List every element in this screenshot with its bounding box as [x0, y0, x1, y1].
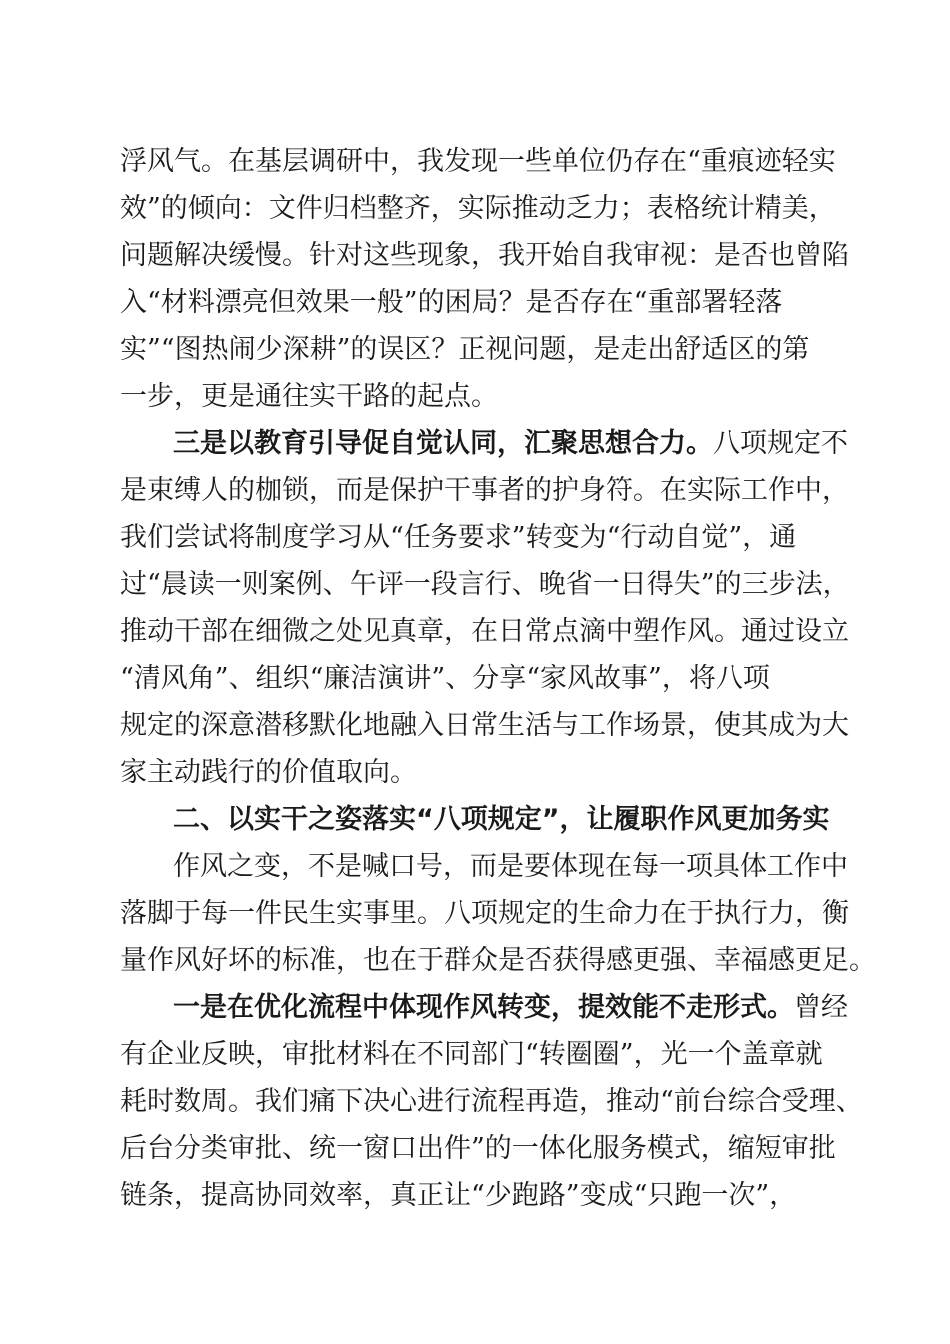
body-text: 曾经: [794, 992, 848, 1023]
bold-lead-sentence: 一是在优化流程中体现作风转变，提效能不走形式。: [173, 992, 794, 1023]
body-line: 量作风好坏的标准，也在于群众是否获得感更强、幸福感更足。: [120, 945, 876, 976]
body-line: 浮风气。在基层调研中，我发现一些单位仍存在“重痕迹轻实: [120, 146, 836, 177]
body-line: 后台分类审批、统一窗口出件”的一体化服务模式，缩短审批: [120, 1133, 836, 1164]
body-line: 链条，提高协同效率，真正让“少跑路”变成“只跑一次”，: [120, 1180, 797, 1211]
body-line: 推动干部在细微之处见真章，在日常点滴中塑作风。通过设立: [120, 616, 849, 647]
body-line: 家主动践行的价值取向。: [120, 757, 417, 788]
paragraph-first-line: [173, 986, 950, 1030]
body-line: 我们尝试将制度学习从“任务要求”转变为“行动自觉”，通: [120, 522, 797, 553]
body-line: 一步，更是通往实干路的起点。: [120, 381, 498, 412]
body-line: 效”的倾向：文件归档整齐，实际推动乏力；表格统计精美，: [120, 193, 836, 224]
body-text: 八项规定不: [713, 428, 848, 459]
body-line: 实”“图热闹少深耕”的误区？正视问题，是走出舒适区的第: [120, 334, 810, 365]
paragraph-first-line: [173, 422, 950, 466]
body-line: “清风角”、组织“廉洁演讲”、分享“家风故事”，将八项: [120, 663, 770, 694]
body-line: 耗时数周。我们痛下决心进行流程再造，推动“前台综合受理、: [120, 1086, 863, 1117]
bold-lead-sentence: 三是以教育引导促自觉认同，汇聚思想合力。: [173, 428, 713, 459]
body-line: 落脚于每一件民生实事里。八项规定的生命力在于执行力，衡: [120, 898, 849, 929]
paragraph-first-line: 作风之变，不是喊口号，而是要体现在每一项具体工作中: [173, 851, 848, 882]
body-line: 过“晨读一则案例、午评一段言行、晚省一日得失”的三步法，: [120, 569, 850, 600]
body-line: 是束缚人的枷锁，而是保护干事者的护身符。在实际工作中，: [120, 475, 849, 506]
section-heading: 二、以实干之姿落实“八项规定”，让履职作风更加务实: [173, 804, 830, 835]
body-line: 入“材料漂亮但效果一般”的困局？是否存在“重部署轻落: [120, 287, 783, 318]
body-line: 有企业反映，审批材料在不同部门“转圈圈”，光一个盖章就: [120, 1039, 823, 1070]
body-line: 问题解决缓慢。针对这些现象，我开始自我审视：是否也曾陷: [120, 240, 849, 271]
body-line: 规定的深意潜移默化地融入日常生活与工作场景，使其成为大: [120, 710, 849, 741]
